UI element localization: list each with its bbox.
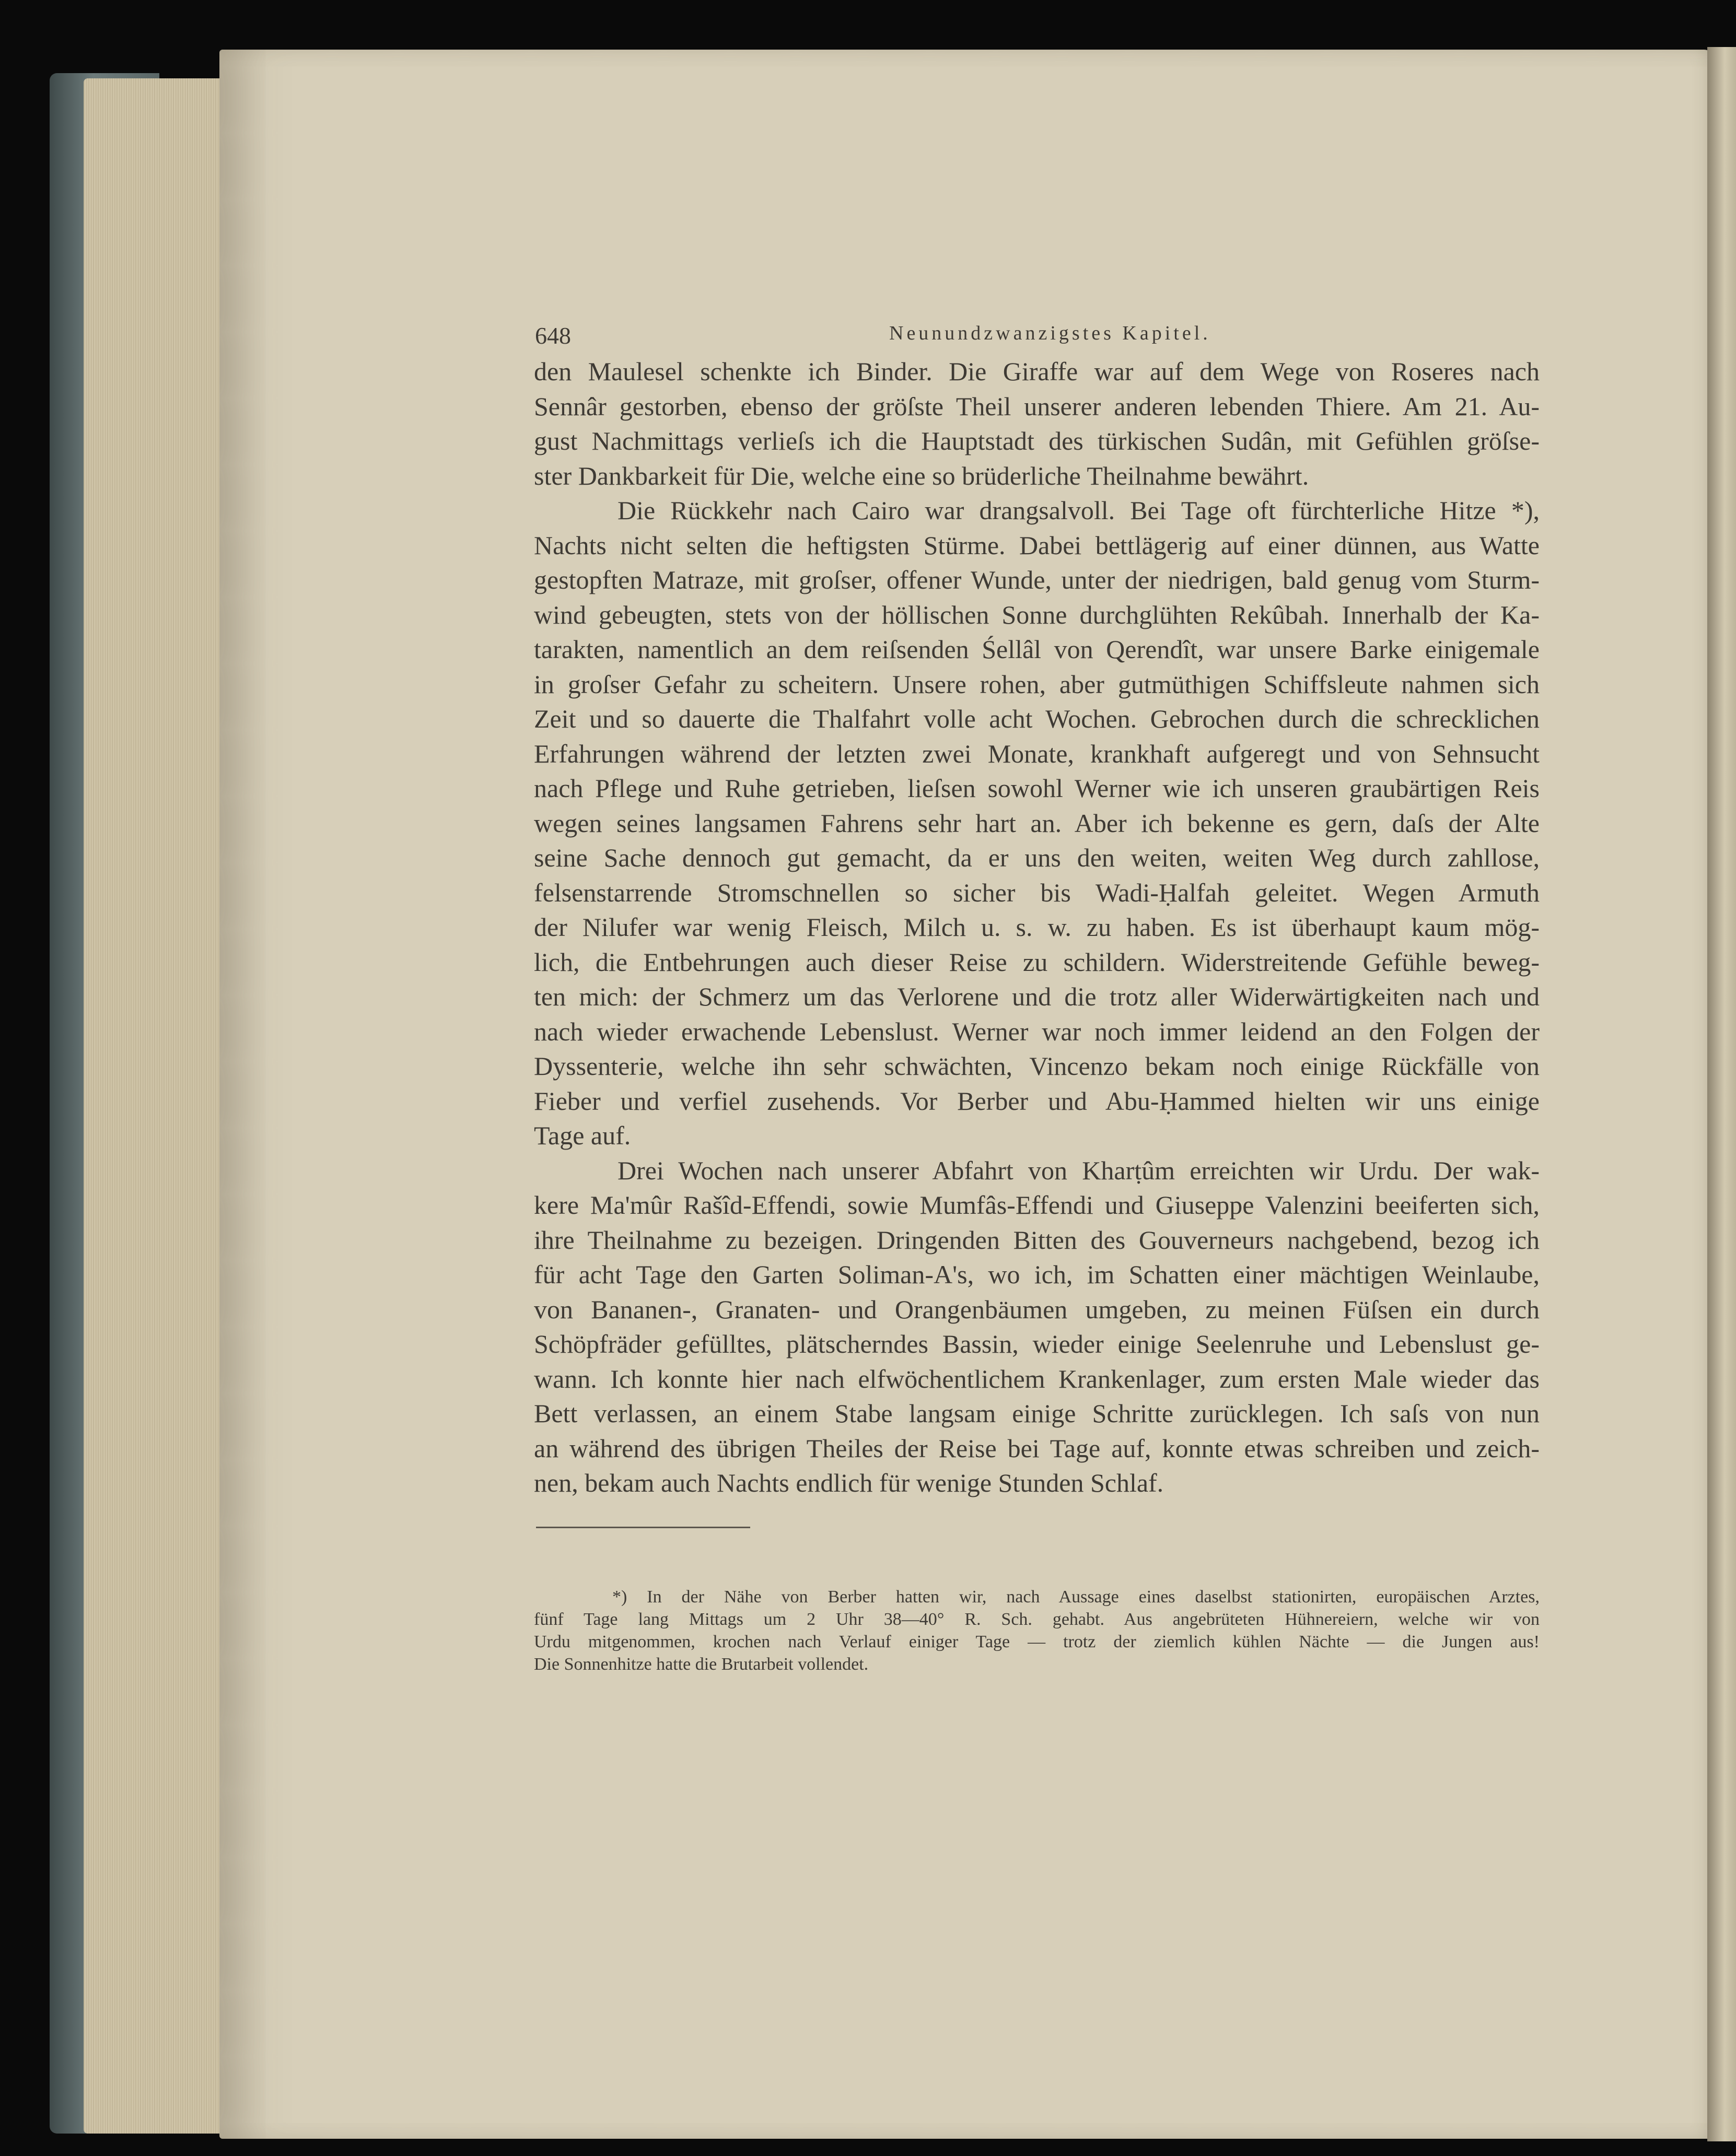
text-line: Sennâr gestorben, ebenso der gröſste Theil unserer anderen lebenden Thiere. Am 21. Au- <box>534 391 1540 421</box>
text-line: gust Nachmittags verlieſs ich die Hauptstadt des türkischen Sudân, mit Gefühlen gröſse- <box>534 426 1540 455</box>
text-line: kere Ma'mûr Rašîd-Effendi, sowie Mumfâs-Effendi und Giuseppe Valenzini beeiferten sich, <box>534 1190 1540 1220</box>
paragraph-start-line: Drei Wochen nach unserer Abfahrt von Kharṭûm erreichten wir Urdu. Der wak- <box>617 1155 1540 1185</box>
text-line: wind gebeugten, stets von der höllischen Sonne durchglühten Rekûbah. Innerhalb der Ka- <box>534 600 1540 629</box>
footnote-line: Urdu mitgenommen, krochen nach Verlauf einiger Tage — trotz der ziemlich kühlen Nächte — die Jungen aus! <box>534 1632 1540 1651</box>
footnote-rule <box>536 1527 750 1528</box>
text-line: tarakten, namentlich an dem reiſsenden Śellâl von Qerendît, war unsere Barke einigemale <box>534 635 1540 664</box>
text-line: wegen seines langsamen Fahrens sehr hart an. Aber ich bekenne es gern, daſs der Alte <box>534 808 1540 838</box>
text-line: nen, bekam auch Nachts endlich für wenige Stunden Schlaf. <box>534 1468 1164 1497</box>
text-line: felsenstarrende Stromschnellen so sicher bis Wadi-Ḥalfah geleitet. Wegen Armuth <box>534 877 1540 907</box>
paragraph-start-line: Die Rückkehr nach Cairo war drangsalvoll. Bei Tage oft fürchterliche Hitze *), <box>617 496 1540 525</box>
text-line: von Bananen-, Granaten- und Orangenbäumen umgeben, zu meinen Füſsen ein durch <box>534 1294 1540 1324</box>
text-line: ster Dankbarkeit für Die, welche eine so brüderliche Theilnahme bewährt. <box>534 461 1309 490</box>
text-line: Fieber und verfiel zusehends. Vor Berber und Abu-Ḥammed hielten wir uns einige <box>534 1086 1540 1116</box>
text-line: seine Sache dennoch gut gemacht, da er uns den weiten, weiten Weg durch zahllose, <box>534 843 1540 872</box>
text-line: nach wieder erwachende Lebenslust. Werner war noch immer leidend an den Folgen der <box>534 1016 1540 1046</box>
text-line: Erfahrungen während der letzten zwei Monate, krankhaft aufgeregt und von Sehnsucht <box>534 739 1540 768</box>
text-line: ihre Theilnahme zu bezeigen. Dringenden Bitten des Gouverneurs nachgebend, bezog ich <box>534 1225 1540 1255</box>
text-line: in groſser Gefahr zu scheitern. Unsere rohen, aber gutmüthigen Schiffsleute nahmen sich <box>534 669 1540 699</box>
text-line: Nachts nicht selten die heftigsten Stürme. Dabei bettlägerig auf einer dünnen, aus Watte <box>534 530 1540 560</box>
text-line: für acht Tage den Garten Soliman-A's, wo ich, im Schatten einer mächtigen Weinlaube, <box>534 1260 1540 1289</box>
text-line: Bett verlassen, an einem Stabe langsam einige Schritte zurücklegen. Ich saſs von nun <box>534 1399 1540 1428</box>
footnote <box>534 1586 1540 1675</box>
text-line: Tage auf. <box>534 1121 631 1150</box>
text-line: an während des übrigen Theiles der Reise bei Tage auf, konnte etwas schreiben und zeich- <box>534 1433 1540 1463</box>
page-text <box>534 318 1540 1675</box>
footnote-line: *) In der Nähe von Berber hatten wir, nach Aussage eines daselbst stationirten, europäischen Arztes, <box>612 1587 1540 1607</box>
page-number: 648 <box>535 322 571 349</box>
text-line: den Maulesel schenkte ich Binder. Die Giraffe war auf dem Wege von Roseres nach <box>534 357 1540 386</box>
text-line: der Nilufer war wenig Fleisch, Milch u. s. w. zu haben. Es ist überhaupt kaum mög- <box>534 912 1540 942</box>
text-line: wann. Ich konnte hier nach elfwöchentlichem Krankenlager, zum ersten Male wieder das <box>534 1364 1540 1393</box>
footnote-line: fünf Tage lang Mittags um 2 Uhr 38—40° R. Sch. gehabt. Aus angebrüteten Hühnereiern, welche wir von <box>534 1609 1540 1629</box>
text-line: lich, die Entbehrungen auch dieser Reise zu schildern. Widerstreitende Gefühle beweg- <box>534 947 1540 977</box>
text-line: Schöpfräder gefülltes, plätscherndes Bassin, wieder einige Seelenruhe und Lebenslust ge- <box>534 1329 1540 1358</box>
text-line: ten mich: der Schmerz um das Verlorene und die trotz aller Widerwärtigkeiten nach und <box>534 982 1540 1011</box>
body-text <box>534 354 1540 1501</box>
footnote-line: Die Sonnenhitze hatte die Brutarbeit vollendet. <box>534 1654 869 1674</box>
text-line: gestopften Matraze, mit groſser, offener Wunde, unter der niedrigen, bald genug vom Sturm- <box>534 565 1540 594</box>
text-line: Dyssenterie, welche ihn sehr schwächten, Vincenzo bekam noch einige Rückfälle von <box>534 1051 1540 1081</box>
text-line: Zeit und so dauerte die Thalfahrt volle acht Wochen. Gebrochen durch die schrecklichen <box>534 704 1540 733</box>
running-head <box>534 318 1540 354</box>
adjacent-page-edge <box>1707 47 1736 2141</box>
text-line: nach Pflege und Ruhe getrieben, lieſsen sowohl Werner wie ich unseren graubärtigen Reis <box>534 774 1540 803</box>
chapter-title: Neunundzwanzigstes Kapitel. <box>889 322 1211 344</box>
